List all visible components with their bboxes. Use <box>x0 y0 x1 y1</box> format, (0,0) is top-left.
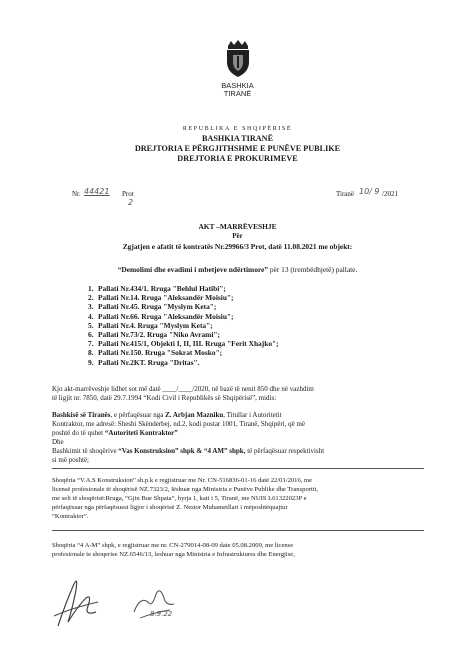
doc-title: AKT –MARRËVESHJE <box>198 222 277 231</box>
signature-left <box>52 572 102 632</box>
header-directorate-general: DREJTORIA E PËRGJITHSHME E PUNËVE PUBLIKE <box>134 144 341 153</box>
ref-prot-handwritten: 2 <box>128 198 134 207</box>
list-item: 6. Pallati Nr.73/2. Rruga "Niko Avrami"; <box>88 330 220 340</box>
header-directorate-procurement: DREJTORIA E PROKURIMEVE <box>177 154 298 163</box>
doc-object <box>0 265 475 274</box>
ref-place: Tiranë <box>336 190 355 198</box>
para-party1-line3: poshtë do të quhet “Autoriteti Kontraktor” <box>52 429 178 437</box>
para-vas-line1: Shoqëria “V.A.S Konstruksion” sh.p.k e regjistruar me Nr. CN-516836-01-16 datë 22/01/2016, me <box>52 477 313 484</box>
divider <box>52 468 424 469</box>
list-item: 5. Pallati Nr.4. Rruga "Myslym Keta"; <box>88 320 213 330</box>
para-party2-line1: Bashkimit të shoqërive “Vas Konstruksion” shpk & “4 AM” shpk, të përfaqësuar respektivisht <box>52 447 325 455</box>
ref-nr-handwritten: 44421 <box>84 187 110 196</box>
list-item: 8. Pallati Nr.150. Rruga "Sokrat Mosko"; <box>88 348 223 358</box>
list-item: 2. Pallati Nr.14. Rruga "Aleksandër Moisiu"; <box>88 293 234 303</box>
doc-object-title: “Demolimi dhe evadimi i mbetjeve ndërtimore” <box>117 265 269 274</box>
doc-object-rest: për 13 (trembëdhjetë) pallate. <box>268 265 358 274</box>
header-org: BASHKIA TIRANË <box>201 134 274 143</box>
logo-caption-line1: BASHKIA <box>221 81 254 90</box>
logo-caption-line2: TIRANË <box>223 89 252 98</box>
list-item: 1. Pallati Nr.434/1. Rruga "Behlul Hatibi"; <box>88 284 226 293</box>
signature-handwritten-date: 8.9.22 <box>150 610 173 618</box>
para-vas-line5: “Kontraktor”. <box>52 513 89 520</box>
list-item: 3. Pallati Nr.45. Rruga "Myslym Keta"; <box>88 302 217 312</box>
para-intro-line2: të ligjit nr. 7850, datë 29.7.1994 “Kodi Civil i Republikës së Shqipërisë”, midis: <box>52 394 277 402</box>
para-intro-line1: Kjo akt-marrëveshje lidhet sot më datë ____/____/2020, në bazë të nenit 850 dhe në vazhdim <box>52 385 314 393</box>
para-vas-line2: licensë profesionale të shoqërisë NZ.7323/2, lëshuar nga Ministria e Punëve Publike dhe Transportit, <box>52 486 319 493</box>
para-4am-line1: Shoqëria “4 A-M” shpk, e regjistruar me nr. CN-279014-08-09 date 05.08.2009, me license <box>52 542 294 549</box>
list-item: 4. Pallati Nr.66. Rruga "Aleksandër Moisiu"; <box>88 311 234 321</box>
para-party1-line1: Bashkisë së Tiranës, e përfaqësuar nga Z. Arbjan Mazniku, Titullar i Autoritetit <box>52 411 282 419</box>
para-party2-line2: si më poshtë; <box>52 456 89 464</box>
para-4am-line2: profesionale te shoqerise NZ.6546/13, leshuar nga Ministria e Infrastruktures dhe Energjise, <box>52 551 295 558</box>
ref-year: /2021 <box>382 190 398 198</box>
tirana-coat-of-arms-logo <box>222 38 254 78</box>
divider <box>52 530 424 531</box>
para-party1-line2: Kontraktor, me adresë: Sheshi Skënderbej, nd.2, kodi postar 1001, Tiranë, Shqipëri, që më <box>52 420 306 428</box>
doc-subject: Zgjatjen e afatit të kontratës Nr.29966/3 Prot, datë 11.08.2021 me objekt: <box>122 242 353 251</box>
header-republic: REPUBLIKA E SHQIPËRISË <box>182 126 293 132</box>
list-item: 9. Pallati Nr.2KT. Rruga "Dritas". <box>88 357 200 367</box>
para-vas-line3: me seli të shoqërisë:Rruga, “Gjin Bue Shpata”, hyrja 1, kati i 5, Tiranë, me NUIS L61322023P e <box>52 495 307 502</box>
list-item: 7. Pallati Nr.415/1, Objekti I, II, III. Rruga "Ferit Xhajko"; <box>88 339 279 349</box>
para-dhe: Dhe <box>52 438 64 446</box>
ref-nr-label: Nr. <box>72 190 81 198</box>
para-vas-line4: përfaqësuar nga përfaqësuesi ligjor i shoqërisë Z. Nestor Muhametllari i mëposhtëquajtur <box>52 504 288 511</box>
ref-prot-label: Prot <box>122 190 134 198</box>
doc-title-per: Për <box>232 232 243 240</box>
ref-date-handwritten: 10/ 9 <box>359 187 380 196</box>
buildings-list <box>88 284 279 367</box>
